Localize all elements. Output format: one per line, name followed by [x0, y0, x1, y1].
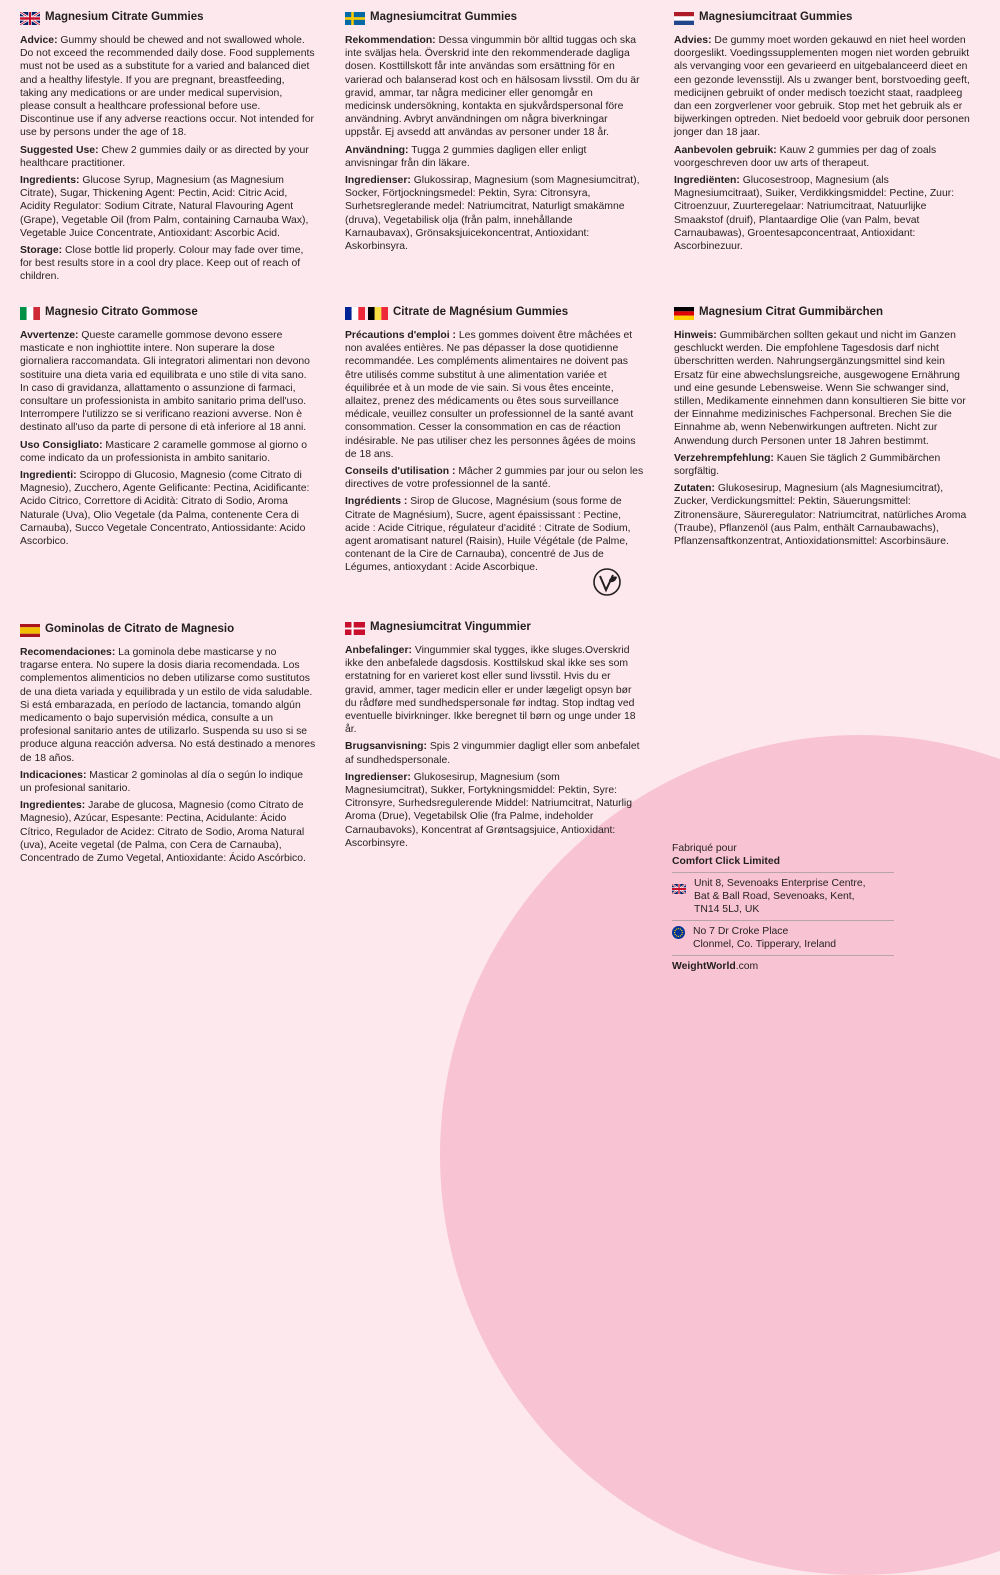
- section-title: Magnesium Citrate Gummies: [20, 10, 315, 26]
- belgium-flag-icon: [368, 307, 388, 320]
- section-title: Magnesiumcitrat Vingummier: [345, 620, 643, 636]
- section-danish: [345, 620, 643, 854]
- sweden-flag-icon: [345, 12, 365, 25]
- section-title: Magnesium Citrat Gummibärchen: [674, 305, 974, 321]
- advice-paragraph: Anbefalinger: Vingummier skal tygges, ikke sluges.Overskrid ikke den anbefalede dagsdosis. Kosttilskud skal ikke ses som erstatning for en varieret kost eller sund livsstil. Hvis du er gravid, ammer, tager medicin eller er under lægeligt opsyn bør du rådføre med sundhedspersonale før indtag. Stop indtag ved eventuelle bivirkninger. Ikke beregnet til børn og unge under 18 år.: [345, 645, 636, 736]
- ingredients-paragraph: Ingredienser: Glukossirap, Magnesium (som Magnesiumcitrat), Socker, Förtjockningsmedel: Pektin, Syra: Citronsyra, Surhetsreglerande medel: Natriumcitrat, Naturligt smakämne (druva), Vegetabilisk olja (från palm, innehållande Karnaubavax), Grönsaksjuicekoncentrat, Antioxidant: Askorbinsyra.: [345, 175, 640, 253]
- section-title: Magnesiumcitraat Gummies: [674, 10, 974, 26]
- use-paragraph: Conseils d'utilisation : Mâcher 2 gummies par jour ou selon les directives de votre professionnel de la santé.: [345, 466, 644, 491]
- germany-flag-icon: [674, 307, 694, 320]
- section-title: Citrate de Magnésium Gummies: [345, 305, 645, 321]
- use-paragraph: Indicaciones: Masticar 2 gominolas al día o según lo indique un profesional sanitario.: [20, 769, 304, 795]
- ingredients-paragraph: Ingredienser: Glukosesirup, Magnesium (som Magnesiumcitrat), Sukker, Fortykningsmiddel: Pektin, Syre: Citronsyre, Surhedsregulerende Middel: Natriumcitrat, Naturlig Aroma (Drue), Vegetabilsk Olie (fra Palme, indeholder Carnaubavoks), Koncentrat af Grøntsagsjuice, Antioxidant: Ascorbinsyre.: [345, 771, 633, 849]
- section-title: Magnesio Citrato Gommose: [20, 305, 318, 321]
- uk-flag-icon: [20, 12, 40, 25]
- section-dutch: [674, 10, 974, 257]
- section-title: Gominolas de Citrato de Magnesio: [20, 622, 316, 638]
- advice-paragraph: Advies: De gummy moet worden gekauwd en niet heel worden doorgeslikt. Voedingssupplementen mogen niet worden gebruikt als vervanging voor een gevarieerd en uitgebalanceerd dieet en een gezonde levensstijl. Als u zwanger bent, borstvoeding geeft, medicijnen gebruikt of onder medisch toezicht staat, raadpleeg dan een zorgverlener voor gebruik. Stop met het gebruik als er bijwerkingen optreden. Niet bedoeld voor gebruik door personen jonger dan 18 jaar.: [674, 35, 970, 139]
- advice-paragraph: Recomendaciones: La gominola debe masticarse y no tragarse entera. No supere la dosis diaria recomendada. Los complementos alimenticios no deben utilizarse como sustitutos de una dieta variada y equilibrada y un estilo de vida saludable. Si está embarazada, en período de lactancia, tomando algún medicamento o bajo supervisión médica, consulte a un profesional sanitario antes de utilizarlo. Suspenda su uso si se produce alguna reacción adversa. No está destinado a menores de 18 años.: [20, 647, 316, 764]
- use-paragraph: Aanbevolen gebruik: Kauw 2 gummies per dag of zoals voorgeschreven door uw arts of therapeut.: [674, 144, 937, 169]
- advice-paragraph: Hinweis: Gummibärchen sollten gekaut und nicht im Ganzen geschluckt werden. Die empfohlene Tagesdosis darf nicht überschritten werden. Nahrungsergänzungsmittel sind kein Ersatz für eine abwechslungsreiche, ausgewogene Ernährung und eine gesunde Lebensweise. Wenn Sie schwanger sind, stillen, Medikamente einnehmen dann konsultieren Sie bitte vor der Einnahme medizinisches Fachpersonal. Brechen Sie die Einnahme ab, wenn Nebenwirkungen auftreten. Nicht zur Anwendung durch Personen unter 18 Jahren bestimmt.: [674, 330, 966, 447]
- manufacturer-info: [672, 842, 894, 973]
- storage-paragraph: Storage: Close bottle lid properly. Colour may fade over time, for best results store in a cool dry place. Keep out of reach of children.: [20, 245, 304, 283]
- divider: [672, 955, 894, 956]
- eu-flag-icon: [672, 926, 685, 939]
- netherlands-flag-icon: [674, 12, 694, 25]
- use-paragraph: Verzehrempfehlung: Kauen Sie täglich 2 Gummibärchen sorgfältig.: [674, 452, 941, 478]
- italy-flag-icon: [20, 307, 40, 320]
- ingredients-paragraph: Ingredientes: Jarabe de glucosa, Magnesio (como Citrato de Magnesio), Azúcar, Espesante: Pectina, Acidulante: Ácido Cítrico, Regulador de Acidez: Citrato de Sodio, Aroma Natural (uva), Aceite vegetal (de Palma, con Cera de Carnauba), Concentrado de Zumo Vegetal, Antioxidante: Ácido Ascórbico.: [20, 800, 306, 865]
- website: WeightWorld.com: [672, 961, 759, 972]
- company-name: Comfort Click Limited: [672, 856, 780, 867]
- section-swedish: [345, 10, 640, 257]
- vegetarian-leaf-icon: [592, 567, 622, 597]
- ie-address: No 7 Dr Croke Place Clonmel, Co. Tipperary, Ireland: [672, 925, 894, 951]
- section-italian: [20, 305, 318, 552]
- advice-paragraph: Rekommendation: Dessa vingummin bör alltid tuggas och ska inte sväljas hela. Överskrid inte den rekommenderade dagliga dosen. Kosttillskott får inte användas som ersättning för en varierad och balanserad kost och en hälsosam livsstil. Om du är gravid, ammar, tar några mediciner eller genomgår en medicinsk undersökning, kontakta en sjukvårdspersonal före användning. Avbryt användningen om några biverkningar uppstår. Ej avsedd att användas av personer under 18 år.: [345, 35, 640, 139]
- section-german: [674, 305, 974, 552]
- ingredients-paragraph: Ingrediënten: Glucosestroop, Magnesium (als Magnesiumcitraat), Suiker, Verdikkingsmiddel: Pectine, Zuur: Citroenzuur, Zuurteregelaar: Natriumcitraat, Natuurlijke Smaakstof (druif), Plantaardige Olie (van Palm, bevat Carnaubawas), Groentesapconcentraat, Antioxidant: Ascorbinezuur.: [674, 175, 955, 253]
- ingredients-paragraph: Ingredients: Glucose Syrup, Magnesium (as Magnesium Citrate), Sugar, Thickening Agent: Pectin, Acid: Citric Acid, Acidity Regulator: Sodium Citrate, Natural Flavouring Agent (Grape), Vegetable Oil (from Palm, containing Carnauba Wax), Vegetable Juice Concentrate, Antioxidant: Ascorbic Acid.: [20, 175, 309, 239]
- spain-flag-icon: [20, 624, 40, 637]
- divider: [672, 920, 894, 921]
- section-english: [20, 10, 315, 288]
- section-title: Magnesiumcitrat Gummies: [345, 10, 640, 26]
- advice-paragraph: Avvertenze: Queste caramelle gommose devono essere masticate e non inghiottite intere. Non superare la dose giornaliera raccomandata. Gli integratori alimentari non devono sostituire una dieta varia ed equilibrata e uno stile di vita sano. In caso di gravidanza, allattamento o assunzione di farmaci, consultare un professionista in ambito sanitario prima dell'uso. Interrompere l'utilizzo se si verificano reazioni avverse. Non è destinato all'uso da parte di persone di età inferiore al 18 anni.: [20, 330, 310, 434]
- ingredients-paragraph: Zutaten: Glukosesirup, Magnesium (als Magnesiumcitrat), Zucker, Verdickungsmittel: Pektin, Säuerungsmittel: Zitronensäure, Säureregulator: Natriumcitrat, natürliches Aroma (Traube), Pflanzenöl (aus Palm, enthält Carnaubawachs), Pflanzensaftkonzentrat, Antioxidationsmittel: Ascorbinsäure.: [674, 483, 967, 548]
- ingredients-paragraph: Ingrédients : Sirop de Glucose, Magnésium (sous forme de Citrate de Magnésium), Sucre, agent épaississant : Pectine, acide : Acide Citrique, régulateur d'acidité : Citrate de Sodium, agent aromatisant naturel (Raisin), Huile Végétale (de Palme, contenant de la Cire de Carnauba), concentré de Jus de Légumes, antioxydant : Acide Ascorbique.: [345, 496, 631, 574]
- use-paragraph: Användning: Tugga 2 gummies dagligen eller enligt anvisningar från din läkare.: [345, 144, 587, 169]
- uk-flag-icon: [672, 884, 686, 894]
- section-french: [345, 305, 645, 579]
- use-paragraph: Brugsanvisning: Spis 2 vingummier dagligt eller som anbefalet af sundhedspersonale.: [345, 741, 640, 766]
- ingredients-paragraph: Ingredienti: Sciroppo di Glucosio, Magnesio (come Citrato di Magnesio), Zucchero, Agente Gelificante: Pectina, Acidificante: Acido Citrico, Correttore di Acidità: Citrato di Sodio, Aroma Naturale (Uva), Olio Vegetale (da Palma, contenente Cera di Carnauba), Succo Vegetale Concentrato, Antiossidante: Acido Ascorbico.: [20, 470, 310, 548]
- advice-paragraph: Advice: Gummy should be chewed and not swallowed whole. Do not exceed the recommended daily dose. Food supplements must not be used as a substitute for a varied and balanced diet and a healthy lifestyle. If you are pregnant, breastfeeding, taking any medications or are under medical supervision, please consult a healthcare professional before use. Discontinue use if any adverse reactions occur. Not intended for use by persons under the age of 18.: [20, 35, 315, 139]
- use-paragraph: Suggested Use: Chew 2 gummies daily or as directed by your healthcare practitioner.: [20, 144, 309, 169]
- uk-address: Unit 8, Sevenoaks Enterprise Centre, Bat & Ball Road, Sevenoaks, Kent, TN14 5LJ, UK: [672, 877, 894, 916]
- made-for-label: Fabriqué pour: [672, 843, 737, 854]
- section-spanish: [20, 622, 316, 869]
- denmark-flag-icon: [345, 622, 365, 635]
- use-paragraph: Uso Consigliato: Masticare 2 caramelle gommose al giorno o come indicato da un professionista in ambito sanitario.: [20, 439, 307, 464]
- divider: [672, 872, 894, 873]
- france-flag-icon: [345, 307, 365, 320]
- advice-paragraph: Précautions d'emploi : Les gommes doivent être mâchées et non avalées entières. Ne pas dépasser la dose quotidienne recommandée. Les compléments alimentaires ne doivent pas être utilisés comme substitut à une alimentation variée et équilibrée et à un mode de vie sain. Si vous êtes enceinte, allaitez, prenez des médicaments ou êtes sous surveillance médicale, veuillez consulter un professionnel de la santé avant consommation. Cesser la consommation en cas de réaction indésirable. Ne pas utiliser chez les personnes âgées de moins de 18 ans.: [345, 330, 636, 460]
